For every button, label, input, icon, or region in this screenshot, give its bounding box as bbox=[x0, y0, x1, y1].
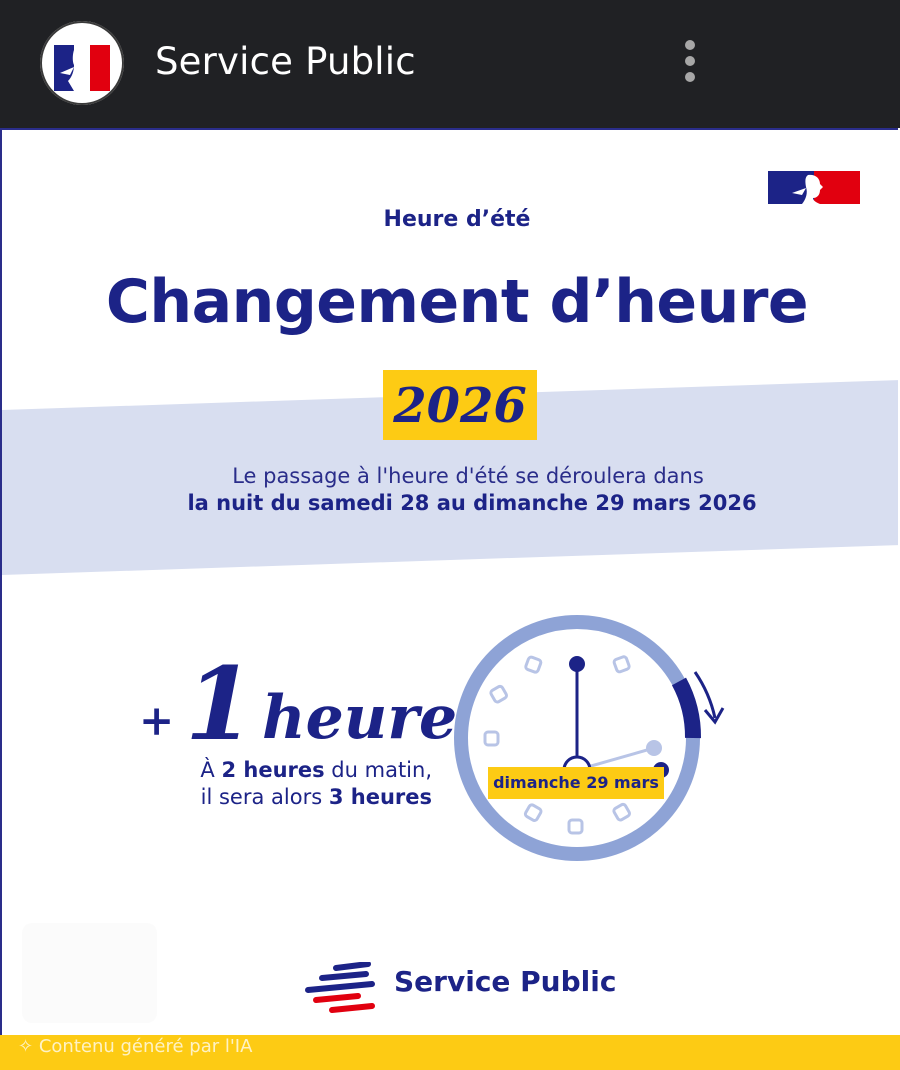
ai-watermark-shadow bbox=[22, 923, 157, 1023]
time-line-2: il sera alors 3 heures bbox=[200, 785, 432, 809]
french-republic-flag-icon bbox=[768, 171, 860, 204]
plus-sign: + bbox=[139, 696, 175, 745]
sparkle-icon: ✧ bbox=[18, 1036, 34, 1057]
hour-unit: heure bbox=[262, 683, 458, 753]
clock-label: dimanche 29 mars bbox=[493, 773, 659, 792]
hour-amount: 1 bbox=[185, 645, 255, 763]
service-public-logo-icon bbox=[302, 962, 382, 1018]
description-line-2: la nuit du samedi 28 au dimanche 29 mars 2026 bbox=[187, 491, 757, 515]
more-vert-icon[interactable] bbox=[676, 40, 704, 86]
description-line-1: Le passage à l'heure d'été se déroulera dans bbox=[232, 464, 704, 488]
clock-icon bbox=[447, 610, 737, 870]
marianne-logo-icon[interactable] bbox=[40, 21, 124, 105]
ai-notice bbox=[18, 1036, 252, 1057]
kicker: Heure d’été bbox=[383, 207, 531, 232]
infographic-card bbox=[0, 128, 898, 1070]
year: 2026 bbox=[393, 378, 527, 434]
time-line-1: À 2 heures du matin, bbox=[200, 758, 432, 782]
app-title: Service Public bbox=[155, 40, 416, 83]
ai-notice-text: Contenu généré par l'IA bbox=[38, 1036, 253, 1057]
headline: Changement d’heure bbox=[105, 267, 809, 337]
footer-brand: Service Public bbox=[394, 965, 617, 998]
app-bar bbox=[0, 0, 900, 128]
